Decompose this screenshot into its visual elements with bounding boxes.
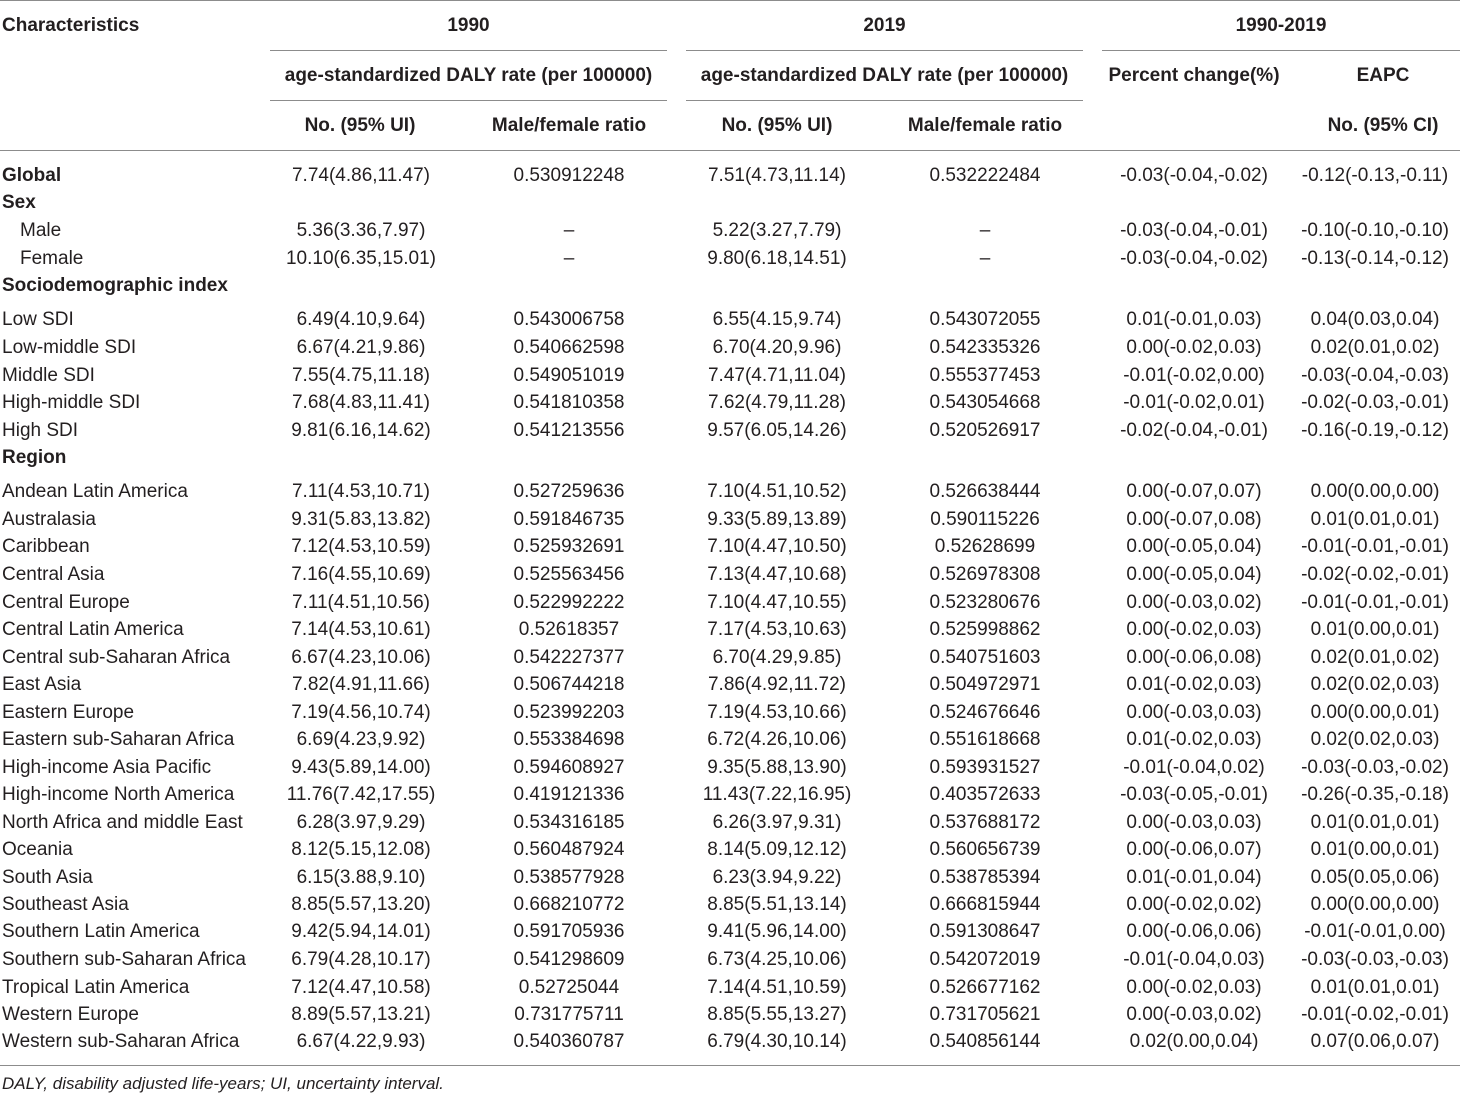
cell-r1: 0.506744218 (513, 674, 625, 695)
cell-eapc: -0.02(-0.02,-0.01) (1301, 564, 1449, 585)
table-row (0, 509, 1460, 531)
cell-pc: 0.00(-0.06,0.06) (1126, 921, 1262, 942)
table-row (0, 757, 1460, 779)
row-label: High-income Asia Pacific (2, 757, 212, 778)
cell-eapc: 0.07(0.06,0.07) (1310, 1031, 1440, 1052)
cell-eapc: -0.10(-0.10,-0.10) (1301, 220, 1449, 241)
cell-r2: 0.543054668 (929, 392, 1041, 413)
cell-r2: 0.540856144 (929, 1031, 1041, 1052)
cell-r2: – (979, 220, 991, 241)
cell-r2: 0.666815944 (929, 894, 1041, 915)
cell-eapc: 0.00(0.00,0.00) (1310, 894, 1440, 915)
section-label: Sociodemographic index (2, 275, 228, 296)
cell-eapc: 0.01(0.01,0.01) (1310, 812, 1440, 833)
cell-pc: -0.01(-0.04,0.03) (1123, 949, 1265, 970)
header-no-ui-1990: No. (95% UI) (304, 115, 416, 136)
cell-v1: 7.74(4.86,11.47) (291, 165, 431, 186)
row-label: Tropical Latin America (2, 977, 190, 998)
cell-eapc: -0.13(-0.14,-0.12) (1301, 248, 1449, 269)
cell-pc: 0.00(-0.02,0.03) (1126, 337, 1262, 358)
cell-r1: 0.591705936 (513, 921, 625, 942)
cell-v1: 9.31(5.83,13.82) (291, 509, 431, 530)
row-label: Australasia (2, 509, 96, 530)
cell-eapc: -0.02(-0.03,-0.01) (1301, 392, 1449, 413)
cell-r1: 0.52725044 (518, 977, 620, 998)
cell-r1: 0.525563456 (513, 564, 625, 585)
cell-v1: 5.36(3.36,7.97) (296, 220, 426, 241)
header-year-1990: 1990 (447, 15, 490, 36)
cell-v1: 7.12(4.47,10.58) (291, 977, 431, 998)
table-row (0, 839, 1460, 861)
header-ratio-2019: Male/female ratio (907, 115, 1063, 136)
header-bottom-rule (0, 150, 1460, 151)
cell-eapc: 0.05(0.05,0.06) (1310, 867, 1440, 888)
cell-r2: 0.537688172 (929, 812, 1041, 833)
cell-r1: 0.541810358 (513, 392, 625, 413)
row-label: Central sub-Saharan Africa (2, 647, 231, 668)
row-label: Eastern Europe (2, 702, 135, 723)
cell-r2: 0.555377453 (929, 365, 1041, 386)
cell-v2: 5.22(3.27,7.79) (712, 220, 842, 241)
cell-pc: 0.01(-0.02,0.03) (1126, 729, 1262, 750)
cell-r1: 0.668210772 (513, 894, 625, 915)
table-row (0, 248, 1460, 270)
cell-v1: 8.89(5.57,13.21) (291, 1004, 431, 1025)
cell-r1: 0.731775711 (514, 1004, 624, 1025)
cell-v2: 7.86(4.92,11.72) (707, 674, 847, 695)
cell-eapc: -0.03(-0.03,-0.02) (1301, 757, 1449, 778)
cell-r2: 0.551618668 (929, 729, 1041, 750)
table-row (0, 921, 1460, 943)
cell-v1: 11.76(7.42,17.55) (286, 784, 436, 805)
cell-pc: -0.03(-0.04,-0.02) (1120, 165, 1268, 186)
rule-rate-1990 (270, 100, 667, 101)
cell-eapc: 0.01(0.00,0.01) (1310, 619, 1440, 640)
row-label: Global (2, 165, 62, 186)
cell-v2: 9.80(6.18,14.51) (707, 248, 847, 269)
cell-v1: 9.43(5.89,14.00) (291, 757, 431, 778)
table-row (0, 536, 1460, 558)
cell-r1: – (563, 220, 575, 241)
cell-r1: 0.540662598 (513, 337, 625, 358)
cell-v2: 6.55(4.15,9.74) (712, 309, 842, 330)
cell-r2: 0.593931527 (929, 757, 1041, 778)
cell-v1: 9.42(5.94,14.01) (291, 921, 431, 942)
top-rule (0, 0, 1460, 1)
table-row (0, 337, 1460, 359)
cell-r2: 0.526978308 (929, 564, 1041, 585)
cell-r1: 0.540360787 (513, 1031, 625, 1052)
cell-v1: 6.67(4.22,9.93) (296, 1031, 426, 1052)
cell-r2: – (979, 248, 991, 269)
header-period: 1990-2019 (1235, 15, 1327, 36)
cell-eapc: -0.01(-0.02,-0.01) (1301, 1004, 1449, 1025)
header-characteristics: Characteristics (2, 15, 140, 36)
cell-v2: 7.17(4.53,10.63) (707, 619, 847, 640)
cell-v1: 7.11(4.51,10.56) (291, 592, 431, 613)
row-label: High-middle SDI (2, 392, 141, 413)
cell-pc: 0.01(-0.01,0.04) (1126, 867, 1262, 888)
table-row (0, 564, 1460, 586)
row-label: North Africa and middle East (2, 812, 243, 833)
cell-r2: 0.525998862 (929, 619, 1041, 640)
table-row (0, 1031, 1460, 1053)
table-row (0, 949, 1460, 971)
row-label: Central Europe (2, 592, 130, 613)
cell-v1: 8.12(5.15,12.08) (291, 839, 431, 860)
cell-eapc: 0.02(0.02,0.03) (1310, 729, 1440, 750)
cell-v2: 7.10(4.47,10.50) (707, 536, 847, 557)
cell-r1: 0.52618357 (518, 619, 620, 640)
cell-v2: 7.62(4.79,11.28) (707, 392, 847, 413)
cell-eapc: -0.03(-0.04,-0.03) (1301, 365, 1449, 386)
header-rate-2019: age-standardized DALY rate (per 100000) (700, 65, 1069, 86)
cell-v1: 7.68(4.83,11.41) (291, 392, 431, 413)
cell-r2: 0.523280676 (929, 592, 1041, 613)
header-rate-1990: age-standardized DALY rate (per 100000) (284, 65, 653, 86)
header-year-2019: 2019 (863, 15, 906, 36)
row-label: East Asia (2, 674, 82, 695)
rule-2019 (686, 50, 1083, 51)
rule-1990-2019 (1102, 50, 1460, 51)
cell-v2: 7.14(4.51,10.59) (707, 977, 847, 998)
cell-v1: 7.82(4.91,11.66) (291, 674, 431, 695)
rule-rate-2019 (686, 100, 1083, 101)
row-label: Middle SDI (2, 365, 95, 386)
cell-r1: 0.534316185 (513, 812, 625, 833)
cell-r1: 0.538577928 (513, 867, 625, 888)
header-ratio-1990: Male/female ratio (491, 115, 647, 136)
cell-pc: 0.00(-0.03,0.03) (1126, 702, 1262, 723)
footnote: DALY, disability adjusted life-years; UI, uncertainty interval. (2, 1074, 444, 1093)
table-row (0, 894, 1460, 916)
cell-r2: 0.524676646 (929, 702, 1041, 723)
row-label: Southern sub-Saharan Africa (2, 949, 246, 970)
cell-pc: 0.02(0.00,0.04) (1129, 1031, 1259, 1052)
row-label: Southeast Asia (2, 894, 129, 915)
row-label: South Asia (2, 867, 93, 888)
cell-eapc: -0.12(-0.13,-0.11) (1301, 165, 1449, 186)
cell-eapc: 0.04(0.03,0.04) (1310, 309, 1440, 330)
row-label: High-income North America (2, 784, 235, 805)
row-label: Western Europe (2, 1004, 139, 1025)
cell-pc: -0.01(-0.04,0.02) (1123, 757, 1265, 778)
cell-r2: 0.532222484 (929, 165, 1041, 186)
cell-pc: 0.00(-0.02,0.03) (1126, 977, 1262, 998)
header-eapc: EAPC (1356, 65, 1410, 86)
cell-r2: 0.543072055 (929, 309, 1041, 330)
cell-v2: 7.10(4.51,10.52) (707, 481, 847, 502)
cell-pc: 0.00(-0.07,0.08) (1126, 509, 1262, 530)
cell-pc: 0.00(-0.03,0.02) (1126, 592, 1262, 613)
row-label: Central Latin America (2, 619, 184, 640)
cell-v2: 6.70(4.20,9.96) (712, 337, 842, 358)
cell-r1: 0.419121336 (513, 784, 625, 805)
cell-v1: 6.28(3.97,9.29) (296, 812, 426, 833)
cell-v2: 8.85(5.55,13.27) (707, 1004, 847, 1025)
section-label: Region (2, 447, 67, 468)
table-bottom-rule (0, 1065, 1460, 1066)
table-row (0, 784, 1460, 806)
table-row (0, 729, 1460, 751)
cell-eapc: 0.00(0.00,0.00) (1310, 481, 1440, 502)
cell-pc: 0.00(-0.05,0.04) (1126, 536, 1262, 557)
cell-v2: 6.79(4.30,10.14) (707, 1031, 847, 1052)
cell-v2: 6.70(4.29,9.85) (712, 647, 842, 668)
table-row (0, 420, 1460, 442)
cell-eapc: 0.01(0.00,0.01) (1310, 839, 1440, 860)
table-row (0, 977, 1460, 999)
cell-v1: 7.11(4.53,10.71) (291, 481, 431, 502)
cell-pc: -0.01(-0.02,0.00) (1123, 365, 1265, 386)
cell-r2: 0.731705621 (929, 1004, 1041, 1025)
cell-pc: 0.00(-0.07,0.07) (1126, 481, 1262, 502)
cell-v1: 6.67(4.21,9.86) (296, 337, 426, 358)
rule-1990 (270, 50, 667, 51)
cell-pc: 0.00(-0.03,0.02) (1126, 1004, 1262, 1025)
cell-r2: 0.403572633 (929, 784, 1041, 805)
cell-eapc: 0.02(0.01,0.02) (1310, 337, 1440, 358)
cell-r1: 0.549051019 (513, 365, 625, 386)
section-label: Sex (2, 192, 36, 213)
cell-r1: 0.523992203 (513, 702, 625, 723)
cell-r1: 0.527259636 (513, 481, 625, 502)
header-no-ci: No. (95% CI) (1327, 115, 1439, 136)
cell-r2: 0.526638444 (929, 481, 1041, 502)
cell-r1: 0.560487924 (513, 839, 625, 860)
cell-pc: 0.00(-0.06,0.08) (1126, 647, 1262, 668)
row-label: Female (20, 248, 84, 269)
table-row (0, 220, 1460, 242)
section-header-row (0, 275, 1460, 297)
cell-eapc: -0.01(-0.01,0.00) (1304, 921, 1446, 942)
cell-r1: 0.541213556 (513, 420, 625, 441)
cell-v2: 7.47(4.71,11.04) (707, 365, 847, 386)
table-row (0, 392, 1460, 414)
cell-pc: -0.03(-0.04,-0.02) (1120, 248, 1268, 269)
row-label: Male (20, 220, 62, 241)
cell-v2: 7.13(4.47,10.68) (707, 564, 847, 585)
cell-v1: 6.79(4.28,10.17) (291, 949, 431, 970)
cell-r2: 0.590115226 (930, 509, 1040, 530)
section-header-row (0, 447, 1460, 469)
table-row (0, 165, 1460, 187)
cell-v2: 6.26(3.97,9.31) (712, 812, 842, 833)
cell-v2: 7.19(4.53,10.66) (707, 702, 847, 723)
table-row (0, 702, 1460, 724)
cell-v2: 9.35(5.88,13.90) (707, 757, 847, 778)
row-label: High SDI (2, 420, 79, 441)
cell-v2: 8.85(5.51,13.14) (707, 894, 847, 915)
cell-pc: 0.01(-0.02,0.03) (1126, 674, 1262, 695)
table-row (0, 1004, 1460, 1026)
row-label: Caribbean (2, 536, 90, 557)
cell-pc: 0.00(-0.02,0.02) (1126, 894, 1262, 915)
row-label: Eastern sub-Saharan Africa (2, 729, 235, 750)
cell-r1: – (563, 248, 575, 269)
cell-pc: 0.00(-0.06,0.07) (1126, 839, 1262, 860)
cell-pc: 0.00(-0.02,0.03) (1126, 619, 1262, 640)
cell-v1: 7.14(4.53,10.61) (291, 619, 431, 640)
cell-eapc: -0.01(-0.01,-0.01) (1301, 536, 1449, 557)
cell-r1: 0.522992222 (513, 592, 625, 613)
cell-r1: 0.541298609 (513, 949, 625, 970)
row-label: Low-middle SDI (2, 337, 137, 358)
cell-pc: -0.02(-0.04,-0.01) (1120, 420, 1268, 441)
cell-eapc: -0.01(-0.01,-0.01) (1301, 592, 1449, 613)
table-row (0, 619, 1460, 641)
cell-r1: 0.543006758 (513, 309, 625, 330)
cell-v1: 6.69(4.23,9.92) (296, 729, 426, 750)
table-row (0, 812, 1460, 834)
cell-r2: 0.52628699 (934, 536, 1036, 557)
cell-pc: 0.00(-0.05,0.04) (1126, 564, 1262, 585)
cell-eapc: -0.16(-0.19,-0.12) (1301, 420, 1449, 441)
cell-pc: -0.01(-0.02,0.01) (1123, 392, 1265, 413)
cell-v2: 9.57(6.05,14.26) (707, 420, 847, 441)
row-label: Southern Latin America (2, 921, 200, 942)
table-row (0, 309, 1460, 331)
cell-v2: 9.41(5.96,14.00) (707, 921, 847, 942)
cell-v2: 7.51(4.73,11.14) (707, 165, 847, 186)
cell-r1: 0.591846735 (513, 509, 625, 530)
cell-eapc: -0.03(-0.03,-0.03) (1301, 949, 1449, 970)
cell-r2: 0.520526917 (929, 420, 1041, 441)
cell-v2: 9.33(5.89,13.89) (707, 509, 847, 530)
header-no-ui-2019: No. (95% UI) (721, 115, 833, 136)
row-label: Low SDI (2, 309, 74, 330)
cell-eapc: 0.01(0.01,0.01) (1310, 977, 1440, 998)
cell-eapc: 0.01(0.01,0.01) (1310, 509, 1440, 530)
table-row (0, 867, 1460, 889)
cell-r2: 0.504972971 (929, 674, 1041, 695)
cell-r2: 0.560656739 (929, 839, 1041, 860)
cell-v1: 9.81(6.16,14.62) (291, 420, 431, 441)
header-percent-change: Percent change(%) (1108, 65, 1280, 86)
cell-v1: 10.10(6.35,15.01) (285, 248, 437, 269)
table-row (0, 674, 1460, 696)
cell-r2: 0.540751603 (929, 647, 1041, 668)
table-row (0, 647, 1460, 669)
cell-v1: 6.49(4.10,9.64) (296, 309, 426, 330)
cell-v2: 8.14(5.09,12.12) (707, 839, 847, 860)
cell-pc: -0.03(-0.04,-0.01) (1120, 220, 1268, 241)
cell-v1: 6.15(3.88,9.10) (296, 867, 426, 888)
cell-eapc: 0.00(0.00,0.01) (1310, 702, 1440, 723)
cell-v2: 11.43(7.22,16.95) (702, 784, 852, 805)
cell-v2: 6.23(3.94,9.22) (712, 867, 842, 888)
row-label: Western sub-Saharan Africa (2, 1031, 240, 1052)
cell-r1: 0.525932691 (513, 536, 625, 557)
table-row (0, 592, 1460, 614)
cell-r1: 0.530912248 (513, 165, 625, 186)
cell-r1: 0.542227377 (513, 647, 625, 668)
cell-v1: 7.16(4.55,10.69) (291, 564, 431, 585)
cell-v2: 6.73(4.25,10.06) (707, 949, 847, 970)
cell-pc: -0.03(-0.05,-0.01) (1120, 784, 1268, 805)
cell-r1: 0.594608927 (513, 757, 625, 778)
section-header-row (0, 192, 1460, 214)
cell-r2: 0.591308647 (929, 921, 1041, 942)
cell-v2: 6.72(4.26,10.06) (707, 729, 847, 750)
cell-v1: 7.55(4.75,11.18) (291, 365, 431, 386)
table-row (0, 481, 1460, 503)
cell-pc: 0.01(-0.01,0.03) (1126, 309, 1262, 330)
table-row (0, 365, 1460, 387)
cell-v1: 7.19(4.56,10.74) (291, 702, 431, 723)
row-label: Central Asia (2, 564, 105, 585)
cell-r2: 0.538785394 (929, 867, 1041, 888)
cell-r2: 0.542335326 (929, 337, 1041, 358)
row-label: Andean Latin America (2, 481, 188, 502)
cell-v1: 8.85(5.57,13.20) (291, 894, 431, 915)
row-label: Oceania (2, 839, 73, 860)
cell-r1: 0.553384698 (513, 729, 625, 750)
cell-eapc: 0.02(0.02,0.03) (1310, 674, 1440, 695)
cell-pc: 0.00(-0.03,0.03) (1126, 812, 1262, 833)
cell-eapc: -0.26(-0.35,-0.18) (1301, 784, 1449, 805)
cell-r2: 0.526677162 (929, 977, 1041, 998)
cell-eapc: 0.02(0.01,0.02) (1310, 647, 1440, 668)
cell-r2: 0.542072019 (929, 949, 1041, 970)
cell-v1: 7.12(4.53,10.59) (291, 536, 431, 557)
cell-v1: 6.67(4.23,10.06) (291, 647, 431, 668)
cell-v2: 7.10(4.47,10.55) (707, 592, 847, 613)
